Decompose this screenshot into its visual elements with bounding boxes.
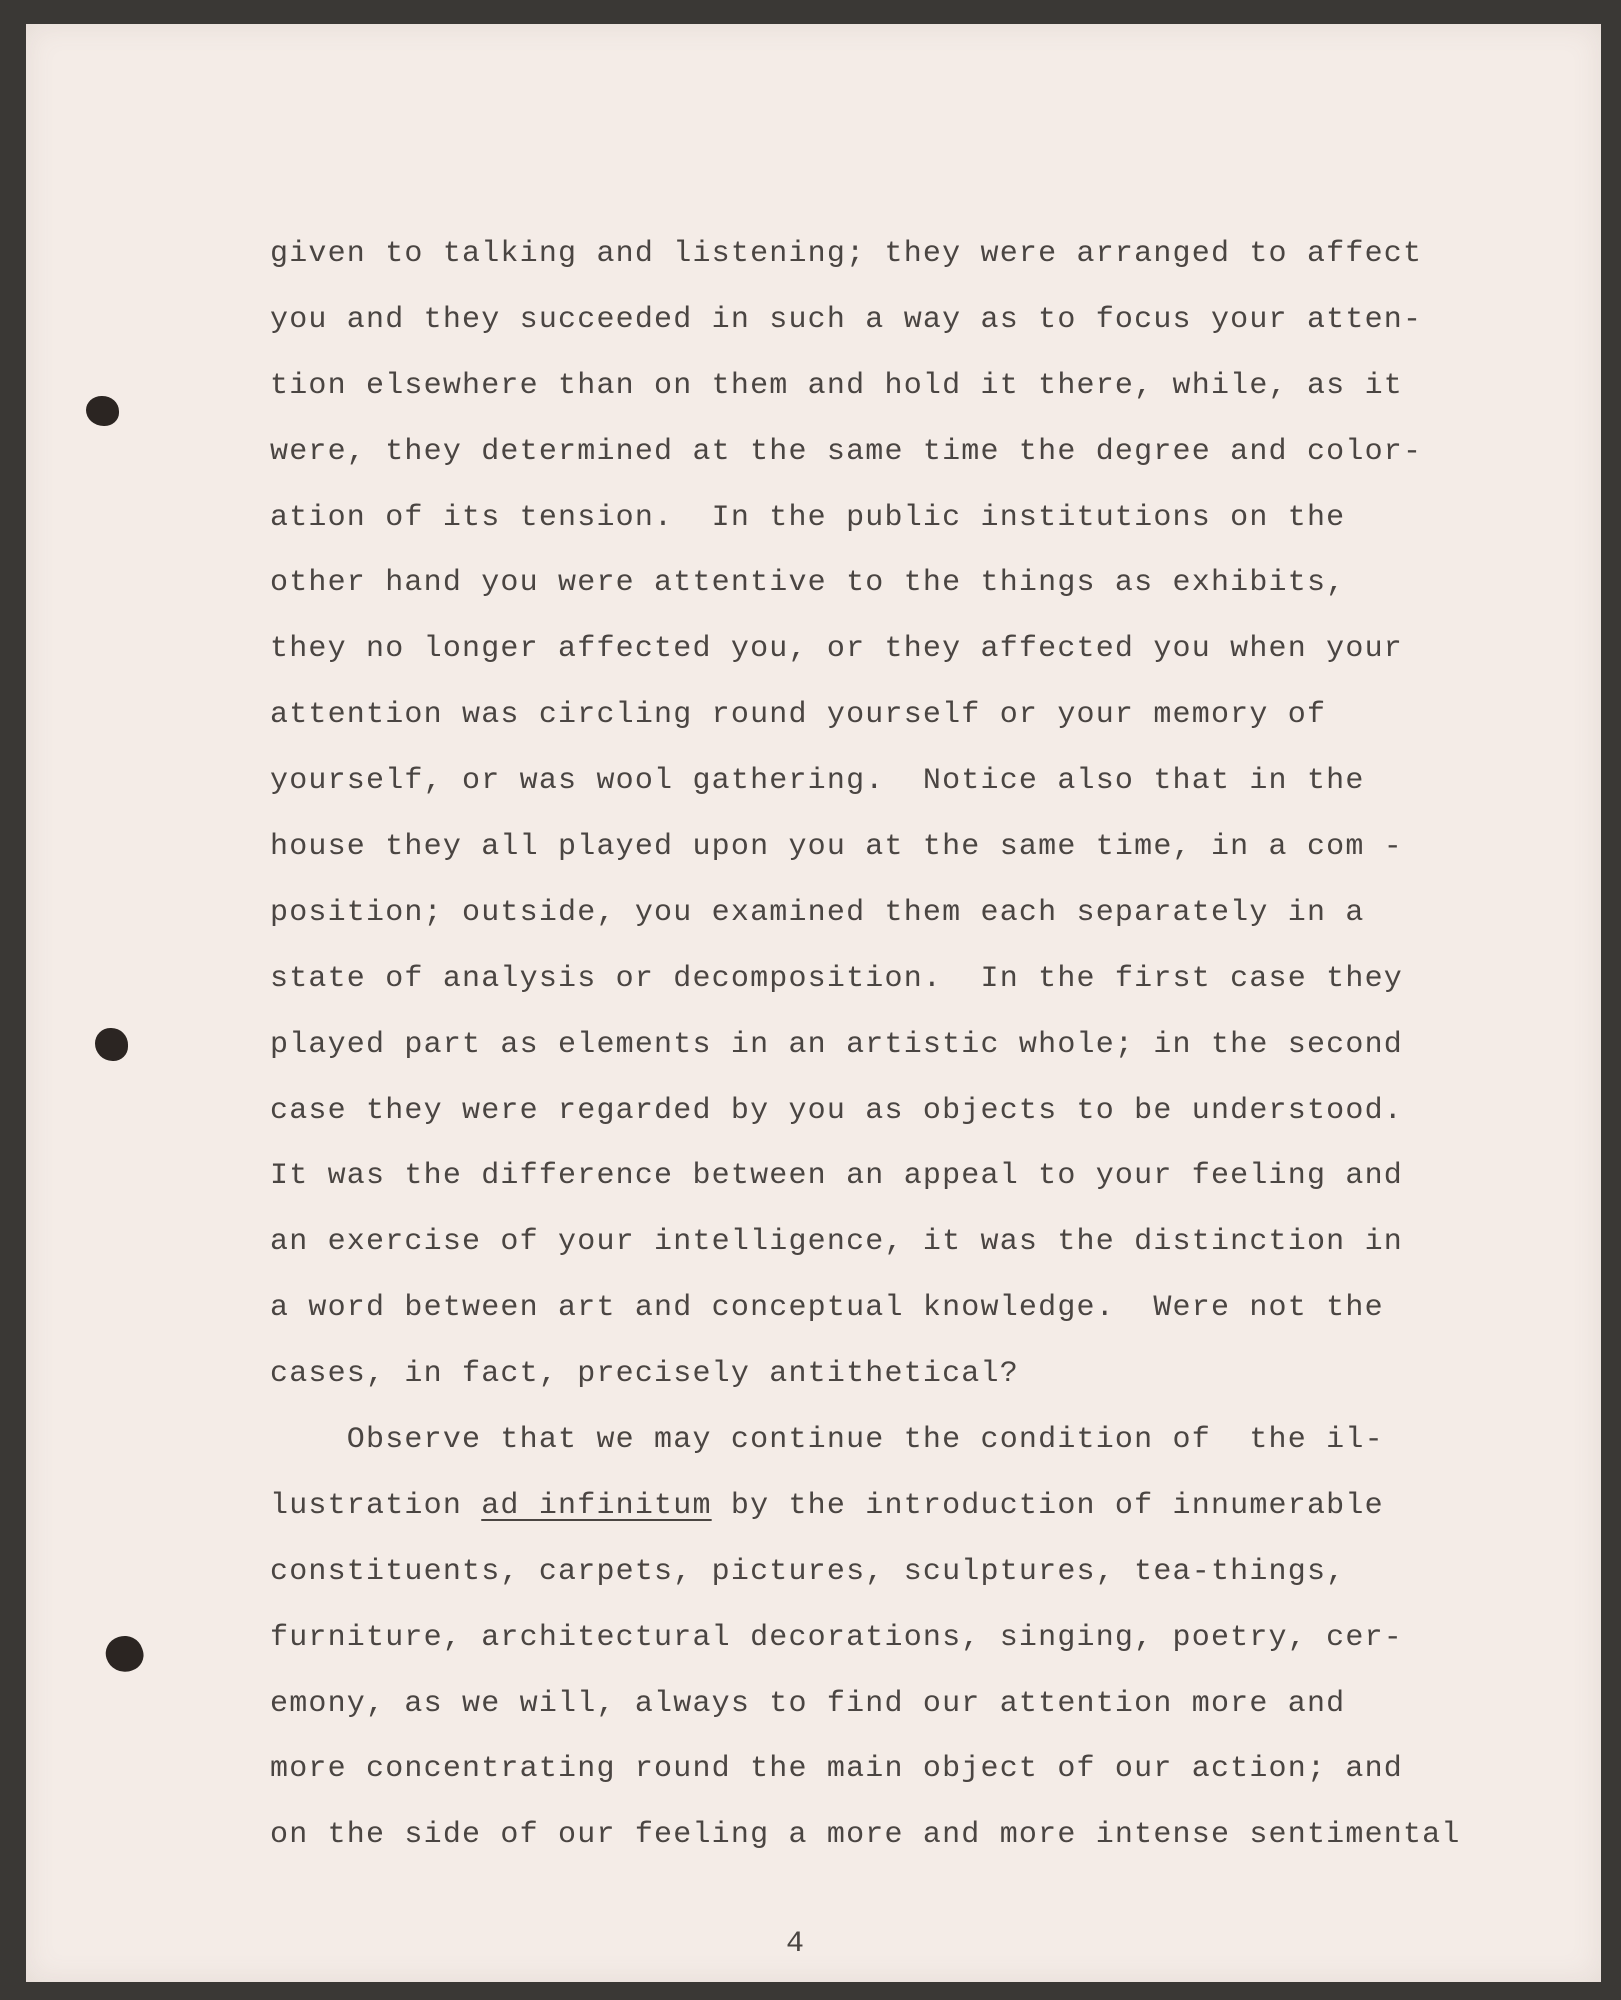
- punch-hole: [101, 1631, 147, 1677]
- text-line: were, they determined at the same time the degree and color-: [270, 434, 1423, 469]
- text-segment: by the introduction of innumerable: [711, 1488, 1384, 1523]
- body-text: [270, 228, 1555, 1875]
- text-line: tion elsewhere than on them and hold it there, while, as it: [270, 368, 1403, 403]
- text-line: ation of its tension. In the public institutions on the: [270, 500, 1346, 535]
- text-line: state of analysis or decomposition. In the first case they: [270, 961, 1403, 996]
- text-line: cases, in fact, precisely antithetical?: [270, 1357, 1019, 1392]
- text-line: attention was circling round yourself or your memory of: [270, 698, 1327, 733]
- page-number: 4: [785, 1927, 804, 1961]
- text-line: more concentrating round the main object of our action; and: [270, 1752, 1403, 1787]
- text-line: they no longer affected you, or they affected you when your: [270, 632, 1403, 667]
- text-line: an exercise of your intelligence, it was the distinction in: [270, 1225, 1403, 1260]
- text-line: case they were regarded by you as objects to be understood.: [270, 1093, 1403, 1128]
- punch-hole: [95, 1028, 128, 1061]
- underlined-phrase: ad infinitum: [481, 1488, 712, 1523]
- text-line: other hand you were attentive to the things as exhibits,: [270, 566, 1346, 601]
- text-line: position; outside, you examined them each separately in a: [270, 895, 1365, 930]
- text-segment: lustration: [270, 1488, 482, 1523]
- text-line: house they all played upon you at the same time, in a com -: [270, 830, 1403, 865]
- text-line: a word between art and conceptual knowledge. Were not the: [270, 1291, 1384, 1326]
- text-line: emony, as we will, always to find our attention more and: [270, 1686, 1346, 1721]
- text-line: played part as elements in an artistic whole; in the second: [270, 1027, 1403, 1062]
- text-line: yourself, or was wool gathering. Notice also that in the: [270, 764, 1365, 799]
- text-line: you and they succeeded in such a way as to focus your atten-: [270, 302, 1423, 337]
- text-line: on the side of our feeling a more and more intense sentimental: [270, 1818, 1461, 1853]
- text-line: It was the difference between an appeal to your feeling and: [270, 1159, 1403, 1194]
- text-line: furniture, architectural decorations, singing, poetry, cer-: [270, 1620, 1403, 1655]
- punch-hole: [86, 396, 119, 426]
- text-line: constituents, carpets, pictures, sculptures, tea-things,: [270, 1554, 1346, 1589]
- text-line: [270, 1480, 1555, 1546]
- text-line: Observe that we may continue the condition of the il-: [270, 1423, 1384, 1458]
- text-line: given to talking and listening; they were arranged to affect: [270, 237, 1423, 271]
